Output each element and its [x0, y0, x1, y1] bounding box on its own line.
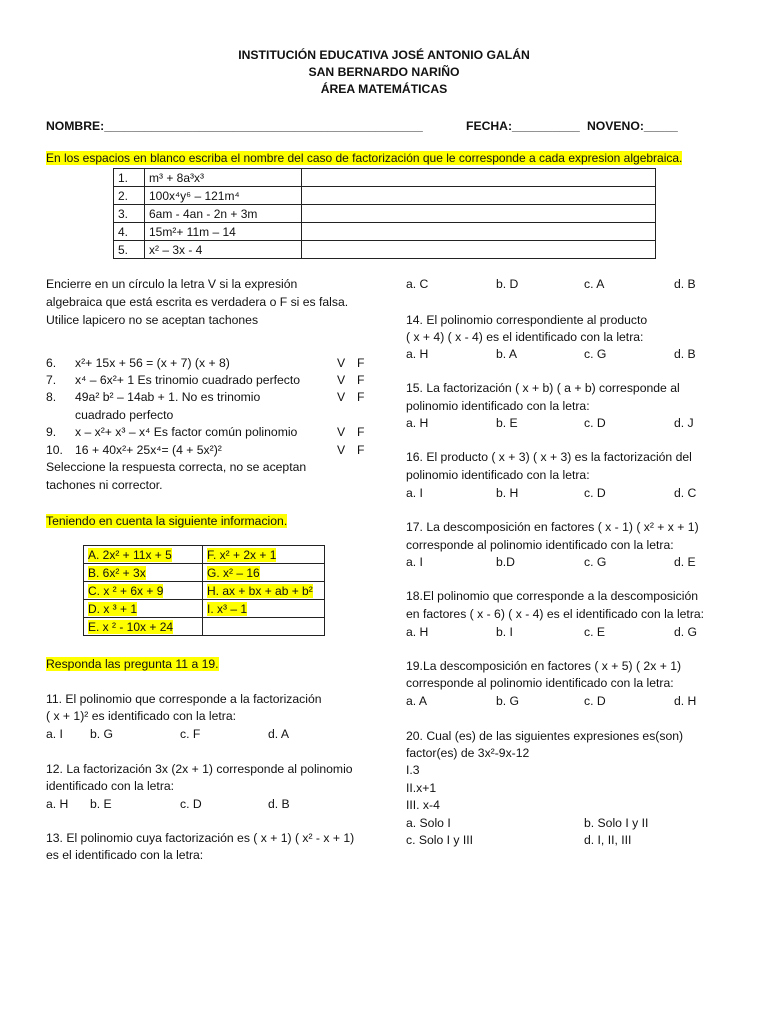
question-text: 18.El polinomio que corresponde a la descomposición: [406, 589, 699, 603]
grade-field[interactable]: NOVENO:_____: [587, 119, 678, 133]
question-text: ( x + 4) ( x - 4) es el identificado con la letra:: [406, 330, 644, 344]
option-b[interactable]: b. D: [496, 277, 519, 291]
option-b[interactable]: b.D: [496, 555, 515, 569]
question-text: 16. El producto ( x + 3) ( x + 3) es la factorización del: [406, 450, 692, 464]
tf-statement: 49a² b² – 14ab + 1. No es trinomio: [75, 390, 261, 404]
tf-number: 6.: [46, 356, 57, 370]
tf-intro-line: algebraica que está escrita es verdadera o F si es falsa.: [46, 295, 349, 309]
option-d[interactable]: d. B: [674, 347, 696, 361]
name-field[interactable]: NOMBRE:_______________________________________________: [46, 119, 423, 133]
true-option[interactable]: V: [337, 373, 346, 387]
question-text: 19.La descomposición en factores ( x + 5) ( 2x + 1): [406, 659, 682, 673]
option-d[interactable]: d. E: [674, 555, 696, 569]
polynomial-h: H. ax + bx + ab + b²: [207, 583, 313, 598]
option-c[interactable]: c. D: [584, 486, 606, 500]
tf-statement: x⁴ – 6x²+ 1 Es trinomio cuadrado perfecto: [75, 373, 301, 387]
school-name: INSTITUCIÓN EDUCATIVA JOSÉ ANTONIO GALÁN: [238, 48, 530, 62]
mc-intro-line: Seleccione la respuesta correcta, no se aceptan: [46, 460, 307, 474]
polynomial-b: B. 6x² + 3x: [88, 565, 146, 580]
tf-statement-continued: cuadrado perfecto: [75, 408, 174, 422]
area-name: ÁREA MATEMÁTICAS: [320, 82, 448, 96]
option-d[interactable]: d. B: [674, 277, 696, 291]
true-option[interactable]: V: [337, 356, 346, 370]
answer-cell[interactable]: [302, 241, 656, 259]
info-title: Teniendo en cuenta la siguiente informacion.: [46, 514, 288, 528]
tf-intro-line: Encierre en un círculo la letra V si la expresión: [46, 277, 298, 291]
option-a[interactable]: a. Solo I: [406, 816, 451, 830]
row-number: 1.: [114, 169, 145, 187]
tf-number: 10.: [46, 443, 63, 457]
question-text: corresponde al polinomio identificado con la letra:: [406, 676, 674, 690]
option-c[interactable]: c. F: [180, 727, 201, 741]
city-name: SAN BERNARDO NARIÑO: [308, 65, 460, 79]
tf-statement: x²+ 15x + 56 = (x + 7) (x + 8): [75, 356, 230, 370]
polynomial-f: F. x² + 2x + 1: [207, 547, 277, 562]
answer-cell[interactable]: [302, 205, 656, 223]
question-text: 17. La descomposición en factores ( x - 1) ( x² + x + 1): [406, 520, 699, 534]
option-a[interactable]: a. H: [46, 797, 69, 811]
option-a[interactable]: a. H: [406, 347, 429, 361]
statement-item: III. x-4: [406, 798, 440, 812]
option-a[interactable]: a. A: [406, 694, 428, 708]
false-option[interactable]: F: [357, 390, 365, 404]
option-d[interactable]: d. I, II, III: [584, 833, 632, 847]
option-c[interactable]: c. Solo I y III: [406, 833, 474, 847]
question-text: polinomio identificado con la letra:: [406, 399, 590, 413]
question-text: en factores ( x - 6) ( x - 4) es el identificado con la letra:: [406, 607, 705, 621]
respond-instruction: Responda las pregunta 11 a 19.: [46, 657, 219, 671]
question-text: es el identificado con la letra:: [46, 848, 204, 862]
tf-statement: x – x²+ x³ – x⁴ Es factor común polinomio: [75, 425, 298, 439]
question-text: 14. El polinomio correspondiente al producto: [406, 313, 648, 327]
expression-cell: x² – 3x - 4: [145, 241, 302, 259]
option-b[interactable]: b. Solo I y II: [584, 816, 649, 830]
polynomial-e: E. x ² - 10x + 24: [88, 619, 174, 634]
polynomial-table: [83, 545, 325, 636]
option-c[interactable]: c. E: [584, 625, 605, 639]
polynomial-d: D. x ³ + 1: [88, 601, 138, 616]
empty-cell: [203, 618, 325, 636]
tf-number: 9.: [46, 425, 57, 439]
option-d[interactable]: d. B: [268, 797, 290, 811]
option-c[interactable]: c. G: [584, 347, 607, 361]
false-option[interactable]: F: [357, 443, 365, 457]
answer-cell[interactable]: [302, 187, 656, 205]
answer-cell[interactable]: [302, 169, 656, 187]
expression-cell: m³ + 8a³x³: [145, 169, 302, 187]
question-text: corresponde al polinomio identificado con la letra:: [406, 538, 674, 552]
false-option[interactable]: F: [357, 373, 365, 387]
option-d[interactable]: d. G: [674, 625, 698, 639]
question-text: 11. El polinomio que corresponde a la factorización: [46, 692, 322, 706]
date-field[interactable]: FECHA:__________: [466, 119, 580, 133]
polynomial-c: C. x ² + 6x + 9: [88, 583, 164, 598]
false-option[interactable]: F: [357, 356, 365, 370]
option-a[interactable]: a. I: [406, 555, 423, 569]
option-b[interactable]: b. I: [496, 625, 513, 639]
option-b[interactable]: b. G: [496, 694, 520, 708]
expression-cell: 100x⁴y⁶ – 121m⁴: [145, 187, 302, 205]
tf-statement: 16 + 40x²+ 25x⁴= (4 + 5x²)²: [75, 443, 222, 457]
option-d[interactable]: d. A: [268, 727, 290, 741]
question-text: ( x + 1)² es identificado con la letra:: [46, 709, 237, 723]
question-text: factor(es) de 3x²-9x-12: [406, 746, 530, 760]
expression-cell: 6am - 4an - 2n + 3m: [145, 205, 302, 223]
factorization-table: [113, 168, 656, 259]
option-b[interactable]: b. A: [496, 347, 518, 361]
polynomial-g: G. x² – 16: [207, 565, 260, 580]
question-text: 15. La factorización ( x + b) ( a + b) corresponde al: [406, 381, 680, 395]
row-number: 5.: [114, 241, 145, 259]
mc-intro-line: tachones ni corrector.: [46, 478, 163, 492]
option-b[interactable]: b. G: [90, 727, 114, 741]
option-a[interactable]: a. C: [406, 277, 429, 291]
option-c[interactable]: c. D: [584, 416, 606, 430]
polynomial-a: A. 2x² + 11x + 5: [88, 547, 172, 562]
question-text: 20. Cual (es) de las siguientes expresiones es(son): [406, 729, 684, 743]
option-a[interactable]: a. I: [406, 486, 423, 500]
answer-cell[interactable]: [302, 223, 656, 241]
option-b[interactable]: b. E: [496, 416, 518, 430]
statement-item: II.x+1: [406, 781, 437, 795]
option-c[interactable]: c. A: [584, 277, 605, 291]
tf-number: 7.: [46, 373, 57, 387]
expression-cell: 15m²+ 11m – 14: [145, 223, 302, 241]
option-b[interactable]: b. E: [90, 797, 112, 811]
question-text: identificado con la letra:: [46, 779, 175, 793]
question-text: polinomio identificado con la letra:: [406, 468, 590, 482]
option-c[interactable]: c. D: [180, 797, 202, 811]
option-a[interactable]: a. H: [406, 416, 429, 430]
question-text: 12. La factorización 3x (2x + 1) corresponde al polinomio: [46, 762, 353, 776]
option-c[interactable]: c. G: [584, 555, 607, 569]
true-option[interactable]: V: [337, 443, 346, 457]
false-option[interactable]: F: [357, 425, 365, 439]
option-d[interactable]: d. J: [674, 416, 694, 430]
true-option[interactable]: V: [337, 425, 346, 439]
statement-item: I.3: [406, 763, 420, 777]
option-d[interactable]: d. C: [674, 486, 697, 500]
true-option[interactable]: V: [337, 390, 346, 404]
tf-number: 8.: [46, 390, 57, 404]
row-number: 3.: [114, 205, 145, 223]
option-b[interactable]: b. H: [496, 486, 519, 500]
instruction-factorization: En los espacios en blanco escriba el nombre del caso de factorización que le corresponde a cada expresion algebraica.: [46, 151, 683, 165]
row-number: 2.: [114, 187, 145, 205]
question-text: 13. El polinomio cuya factorización es ( x + 1) ( x² - x + 1): [46, 831, 355, 845]
option-d[interactable]: d. H: [674, 694, 697, 708]
polynomial-i: I. x³ – 1: [207, 601, 248, 616]
tf-intro-line: Utilice lapicero no se aceptan tachones: [46, 313, 259, 327]
row-number: 4.: [114, 223, 145, 241]
option-c[interactable]: c. D: [584, 694, 606, 708]
option-a[interactable]: a. H: [406, 625, 429, 639]
option-a[interactable]: a. I: [46, 727, 63, 741]
